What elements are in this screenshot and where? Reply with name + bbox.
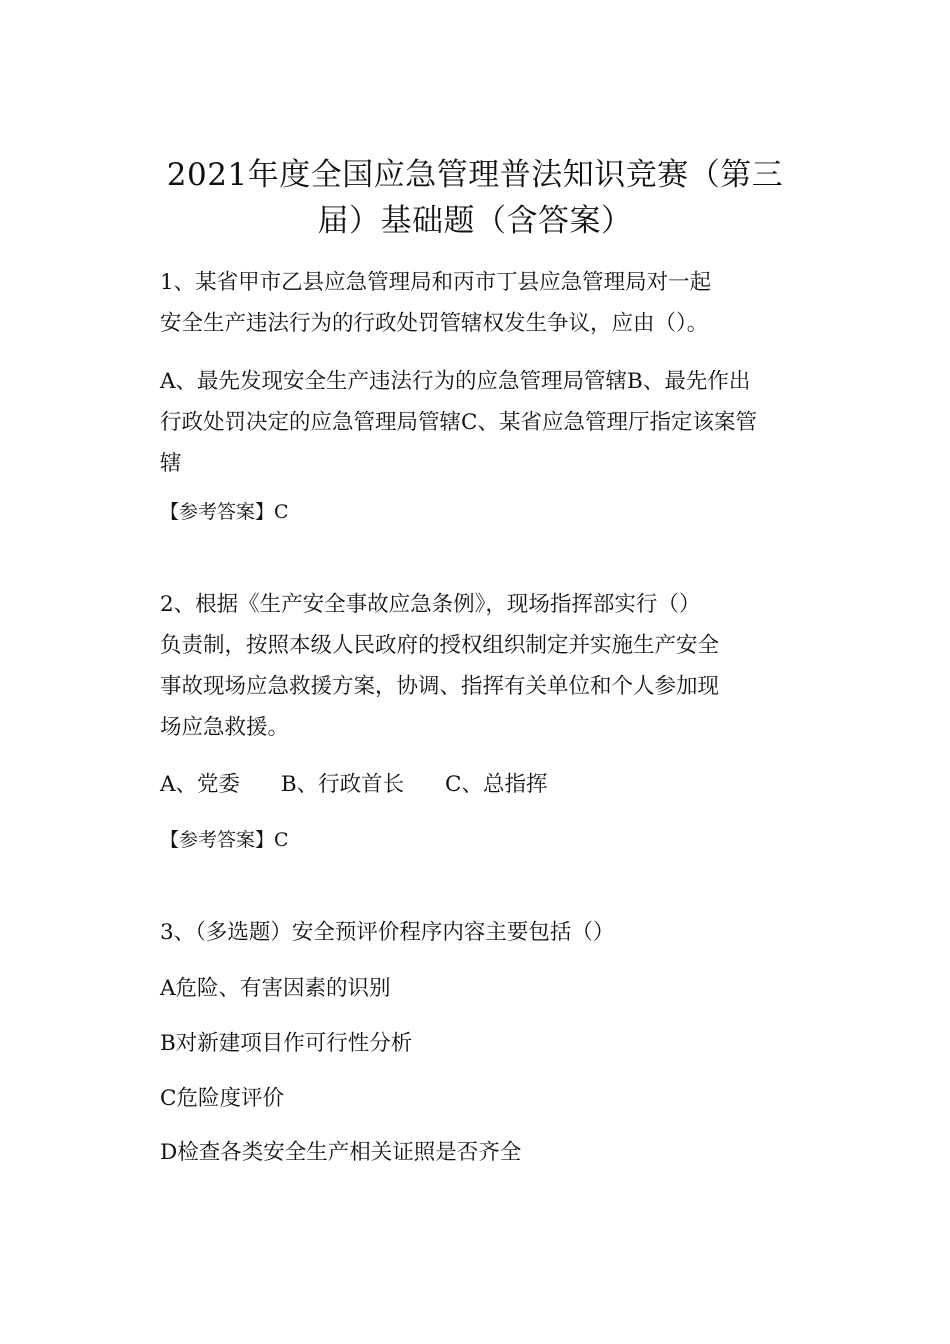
title-line-2: 届）基础题（含答案） <box>317 203 633 239</box>
question-1-line-1: 1、某省甲市乙县应急管理局和丙市丁县应急管理局对一起 <box>160 270 712 295</box>
question-2-option-b: B、行政首长 <box>280 772 405 797</box>
question-2-option-c: C、总指挥 <box>445 772 548 797</box>
question-2-line-2: 负责制，按照本级人民政府的授权组织制定并实施生产安全 <box>160 633 720 658</box>
title-line-1: 2021年度全国应急管理普法知识竞赛（第三 <box>166 157 784 193</box>
question-1-options <box>160 361 840 484</box>
question-1 <box>160 262 840 344</box>
question-2-line-1: 2、根据《生产安全事故应急条例》，现场指挥部实行（） <box>160 592 701 617</box>
question-2 <box>160 584 840 748</box>
question-2-line-3: 事故现场应急救援方案，协调、指挥有关单位和个人参加现 <box>160 674 720 699</box>
question-1-answer: 【参考答案】C <box>160 501 289 523</box>
question-1-options-line-3: 辖 <box>160 451 182 476</box>
question-1-options-line-2: 行政处罚决定的应急管理局管辖C、某省应急管理厅指定该案管 <box>160 410 757 435</box>
question-2-answer: 【参考答案】C <box>160 829 289 851</box>
question-2-line-4: 场应急救援。 <box>160 715 290 740</box>
question-1-line-2: 安全生产违法行为的行政处罚管辖权发生争议，应由（）。 <box>160 311 709 336</box>
question-3-option-a: A危险、有害因素的识别 <box>160 976 391 1001</box>
question-3: 3、（多选题）安全预评价程序内容主要包括（） <box>160 920 615 945</box>
question-3-option-b: B对新建项目作可行性分析 <box>160 1031 413 1056</box>
question-3-option-d: D检查各类安全生产相关证照是否齐全 <box>160 1140 522 1165</box>
question-2-option-a: A、党委 <box>160 772 241 797</box>
question-1-options-line-1: A、最先发现安全生产违法行为的应急管理局管辖B、最先作出 <box>160 369 751 394</box>
document-title <box>120 152 830 244</box>
question-3-option-c: C危险度评价 <box>160 1086 284 1111</box>
question-2-options <box>160 764 840 805</box>
